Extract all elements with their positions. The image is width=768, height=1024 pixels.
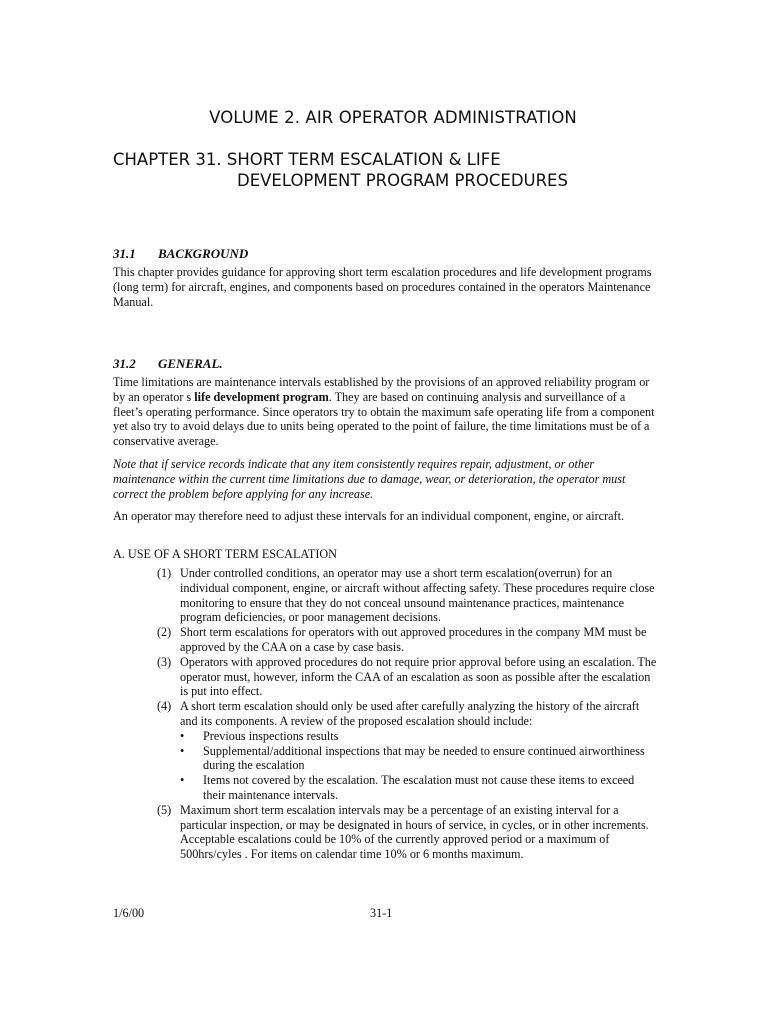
- list-item: [157, 803, 659, 862]
- bullet-item: [180, 744, 659, 774]
- bullet-text: Previous inspections results: [203, 728, 339, 743]
- subsection-a-title: A. USE OF A SHORT TERM ESCALATION: [113, 547, 337, 561]
- chapter-heading-line2: DEVELOPMENT PROGRAM PROCEDURES: [237, 171, 568, 190]
- item-number: (5): [157, 802, 172, 817]
- list-item: [157, 625, 659, 655]
- bullet-text: Supplemental/additional inspections that may be needed to ensure continued airworthiness during the escalation: [203, 743, 645, 773]
- item-text: Operators with approved procedures do not require prior approval before using an escalation. The operator must, however, inform the CAA of an escalation as soon as possible after the escalation is put into effect.: [180, 654, 657, 699]
- footer-date: 1/6/00: [113, 906, 145, 920]
- footer-page-number: 31-1: [370, 906, 393, 920]
- section-number: 31.2: [113, 356, 136, 371]
- item-text: Maximum short term escalation intervals may be a percentage of an existing interval for a particular inspection, or may be designated in hours of service, in cycles, or in other increments. Acceptable escalations could be 10% of the currently approved period or a maximum of 500hrs/cyles . For items on calendar time 10% or 6 months maximum.: [180, 802, 649, 862]
- section-31-1-heading: [113, 246, 248, 262]
- section-31-2-heading: [113, 356, 223, 372]
- list-item: [157, 655, 659, 699]
- section-number: 31.1: [113, 246, 136, 261]
- note-paragraph: Note that if service records indicate that any item consistently requires repair, adjustment, or other maintenance within the current time limitations due to damage, wear, or deterioration, the operator must correct the problem before applying for any increase.: [113, 457, 626, 501]
- bullet-item: [180, 729, 659, 744]
- background-paragraph: This chapter provides guidance for approving short term escalation procedures and life development programs (long term) for aircraft, engines, and components based on procedures contained in the operators Maintenance Manual.: [113, 265, 652, 309]
- paragraph-text: Time limitations are maintenance intervals established by the provisions of an approved reliability program or by an operator s: [113, 375, 650, 404]
- item-number: (3): [157, 654, 172, 669]
- chapter-heading-line1: CHAPTER 31. SHORT TERM ESCALATION & LIFE: [113, 150, 501, 169]
- bullet-icon: •: [180, 743, 185, 758]
- general-paragraph: [113, 375, 658, 449]
- bullet-icon: •: [180, 773, 185, 788]
- bullet-item: [180, 773, 659, 803]
- item-text: Short term escalations for operators with out approved procedures in the company MM must be approved by the CAA on a case by case basis.: [180, 625, 647, 654]
- paragraph-text: . They are based on continuing analysis and surveillance of a fleet’s operating performance. Since operators try to obtain the maximum safe operating life from a component yet also try to avoid delays due to units being operated to the point of failure, the time limitations must be of a conservative average.: [113, 389, 655, 449]
- list-item: [157, 699, 659, 729]
- item-number: (4): [157, 699, 172, 714]
- adjust-paragraph: An operator may therefore need to adjust these intervals for an individual component, engine, or aircraft.: [113, 509, 625, 523]
- item-number: (1): [157, 566, 172, 580]
- section-title: GENERAL.: [158, 356, 223, 371]
- item-number: (2): [157, 625, 172, 640]
- item-text: A short term escalation should only be used after carefully analyzing the history of the aircraft and its components. A review of the proposed escalation should include:: [180, 699, 640, 728]
- list-item: [157, 566, 659, 625]
- bold-term: life development program: [194, 389, 329, 404]
- escalation-list: [157, 566, 659, 862]
- volume-heading: VOLUME 2. AIR OPERATOR ADMINISTRATION: [209, 108, 577, 127]
- bullet-icon: •: [180, 728, 185, 743]
- item-text: Under controlled conditions, an operator may use a short term escalation(overrun) for an individual component, engine, or aircraft without affecting safety. These procedures require close monitoring to ensure that they do not conceal unsound maintenance practices, maintenance program deficiencies, or poor management decisions.: [180, 566, 655, 625]
- section-title: BACKGROUND: [158, 246, 249, 261]
- bullet-text: Items not covered by the escalation. The escalation must not cause these items to exceed their maintenance intervals.: [203, 773, 635, 802]
